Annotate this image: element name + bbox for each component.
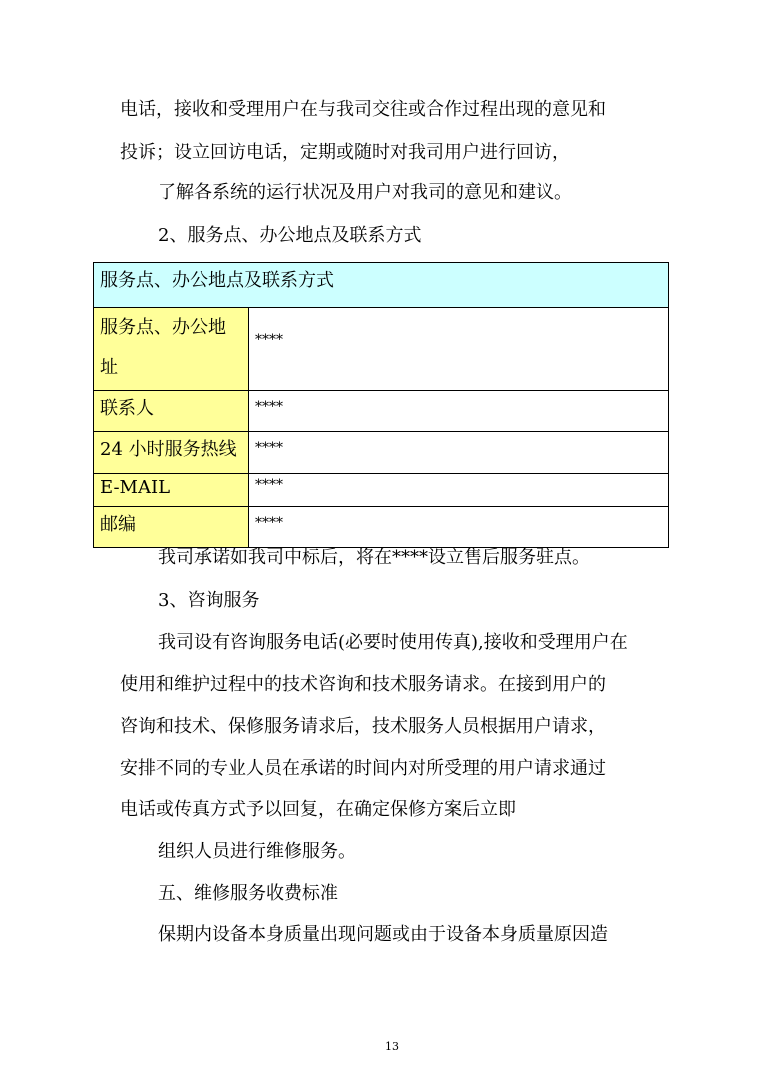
section-heading: 3、咨询服务: [158, 590, 260, 611]
paragraph-line: 保期内设备本身质量出现问题或由于设备本身质量原因造: [158, 924, 608, 945]
row-value: ****: [249, 507, 669, 548]
paragraph-line: 电话或传真方式予以回复，在确定保修方案后立即: [120, 799, 516, 820]
paragraph-line: 安排不同的专业人员在承诺的时间内对所受理的用户请求通过: [120, 758, 606, 779]
table-row: [94, 474, 669, 507]
row-label: E-MAIL: [94, 474, 249, 507]
paragraph-line: 使用和维护过程中的技术咨询和技术服务请求。在接到用户的: [120, 674, 606, 695]
paragraph-line: 组织人员进行维修服务。: [158, 841, 356, 862]
paragraph-line: 咨询和技术、保修服务请求后，技术服务人员根据用户请求，: [120, 716, 606, 737]
row-label: 邮编: [94, 507, 249, 548]
table-header: 服务点、办公地点及联系方式: [94, 263, 669, 308]
row-value: ****: [249, 391, 669, 432]
paragraph-line: 电话，接收和受理用户在与我司交往或合作过程出现的意见和: [120, 99, 606, 120]
contact-table: [93, 262, 669, 548]
row-value: ****: [249, 432, 669, 474]
paragraph-line: 我司设有咨询服务电话(必要时使用传真),接收和受理用户在: [158, 632, 628, 653]
table-row: [94, 308, 669, 391]
row-label: 联系人: [94, 391, 249, 432]
row-label: 服务点、办公地址: [94, 308, 249, 391]
page-number: 13: [385, 1040, 399, 1053]
row-value: ****: [249, 308, 669, 391]
section-heading: 2、服务点、办公地点及联系方式: [158, 225, 422, 246]
section-heading: 五、维修服务收费标准: [158, 883, 338, 904]
paragraph-line: 我司承诺如我司中标后，将在****设立售后服务驻点。: [158, 547, 590, 568]
paragraph-line: 投诉；设立回访电话，定期或随时对我司用户进行回访，: [120, 142, 570, 163]
paragraph-line: 了解各系统的运行状况及用户对我司的意见和建议。: [158, 182, 572, 203]
table-row: [94, 507, 669, 548]
table-row: [94, 391, 669, 432]
row-label: 24 小时服务热线: [94, 432, 249, 474]
row-value: ****: [249, 474, 669, 507]
table-row: [94, 432, 669, 474]
